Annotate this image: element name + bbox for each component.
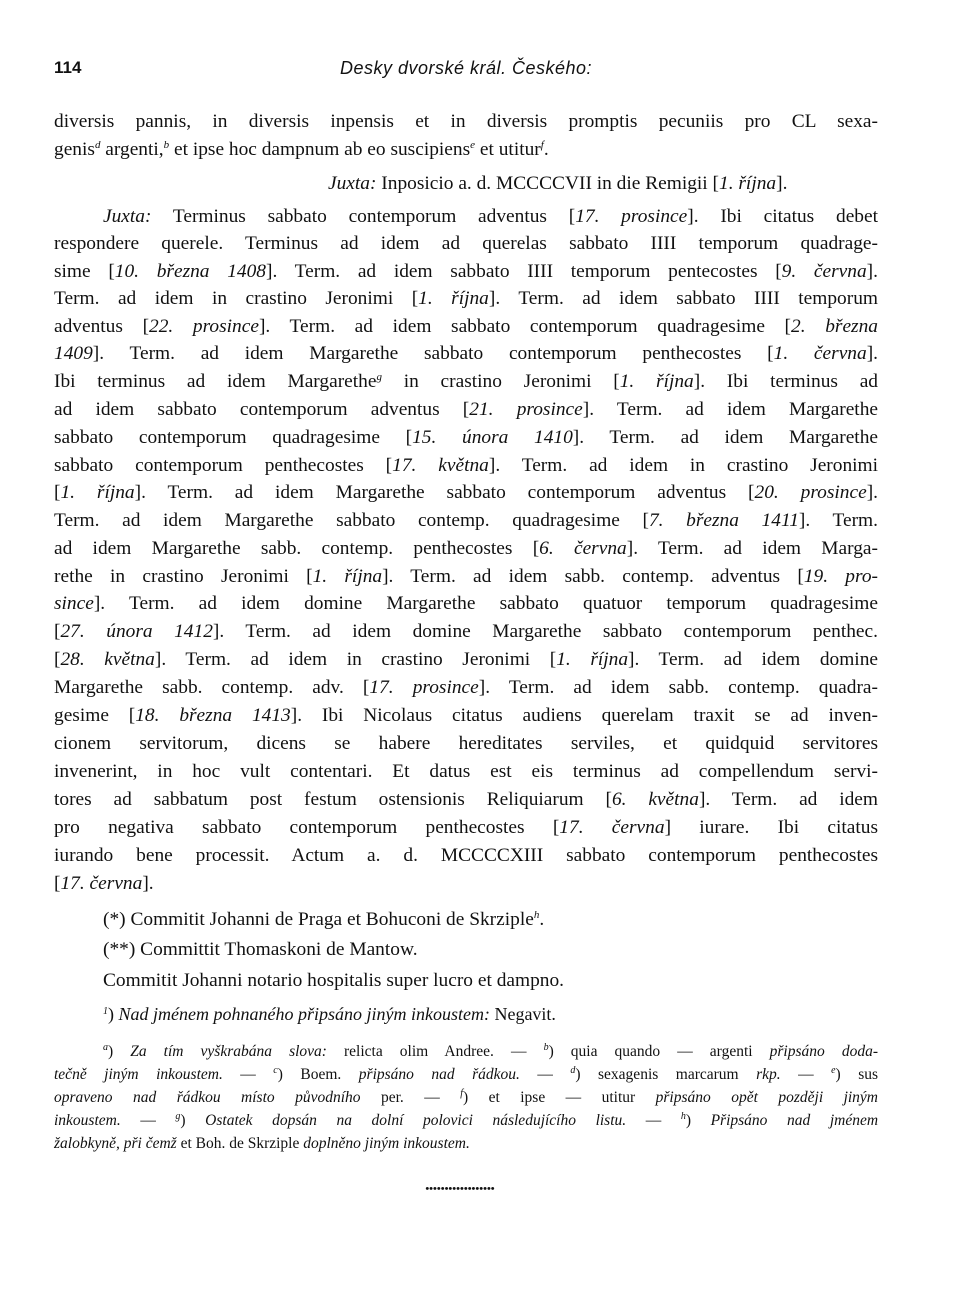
text-line: Term. ad idem Margarethe sabbato contemp. quadragesime [7. března 1411]. Term. [54,510,878,531]
text-line: sime [10. března 1408]. Term. ad idem sabbato IIII temporum pentecostes [9. června]. [54,261,878,282]
text-line: [28. května]. Term. ad idem in crastino Jeronimi [1. října]. Term. ad idem domine [54,649,878,670]
text-line: genis$^d$ argenti,$^b$ et ipse hoc dampnum ab eo suscipiens$^e$ et utitur$^f$. [54,139,549,160]
footnote-line: žalobkyně, při čemž et Boh. de Skrziple doplněno jiným inkoustem. [54,1135,470,1152]
text-line: rethe in crastino Jeronimi [1. října]. Term. ad idem sabb. contemp. adventus [19. pro- [54,566,878,587]
text-line: adventus [22. prosince]. Term. ad idem sabbato contemporum quadragesime [2. března [54,316,878,337]
text-line: diversis pannis, in diversis inpensis et in diversis promptis pecuniis pro CL sexa- [54,111,878,132]
footnote-line: tečně jiným inkoustem. — $^c$) Boem. připsáno nad řádkou. — $^d$) sexagenis marcarum rkp. — $^e$) sus [54,1065,879,1083]
text-line: gesime [18. března 1413]. Ibi Nicolaus citatus audiens querelam traxit se ad inven- [54,705,878,726]
text-line: Term. ad idem in crastino Jeronimi [1. října]. Term. ad idem sabbato IIII temporum [54,288,878,309]
text-line: Juxta: Terminus sabbato contemporum adventus [17. prosince]. Ibi citatus debet [103,206,878,227]
text-line: tores ad sabbatum post festum ostensionis Reliquiarum [6. května]. Term. ad idem [54,789,878,810]
text-line: cionem servitorum, dicens se habere hereditates serviles, et quidquid servitores [54,733,878,754]
text-line: ad idem sabbato contemporum adventus [21. prosince]. Term. ad idem Margarethe [54,399,878,420]
text-line: Juxta: Inposicio a. d. MCCCCVII in die Remigii [1. října]. [328,173,788,194]
text-line: sabbato contemporum quadragesime [15. února 1410]. Term. ad idem Margarethe [54,427,879,448]
footnote-line: opraveno nad řádkou místo původního per. — $^f$) et ipse — utitur připsáno opět později jiným [54,1088,879,1106]
page-number: 114 [54,58,82,77]
text-line: [27. února 1412]. Term. ad idem domine Margarethe sabbato contemporum penthec. [54,621,878,642]
footnote-line: $^a$) Za tím vyškrabána slova: relicta olim Andree. — $^b$) quia quando — argenti připsáno doda- [103,1042,878,1060]
text-line: [1. října]. Term. ad idem Margarethe sabbato contemporum adventus [20. prosince]. [54,482,878,503]
text-line: invenerint, in hoc vult contentari. Et datus est eis terminus ad compellendum servi- [54,761,878,782]
running-header [54,58,878,88]
note-line: (*) Commitit Johanni de Praga et Bohuconi de Skrziple$^h$. [103,909,545,930]
text-line: 1409]. Term. ad idem Margarethe sabbato contemporum penthecostes [1. června]. [54,343,879,364]
text-line: pro negativa sabbato contemporum penthecostes [17. června] iurare. Ibi citatus [54,817,879,838]
note-line: (**) Committit Thomaskoni de Mantow. [103,939,418,960]
text-line: Margarethe sabb. contemp. adv. [17. prosince]. Term. ad idem sabb. contemp. quadra- [54,677,878,698]
footnote-line: inkoustem. — $^g$) Ostatek dopsán na dolní polovici následujícího listu. — $^h$) Připsáno nad jménem [54,1111,879,1129]
text-line: iurando bene processit. Actum a. d. MCCCCXIII sabbato contemporum penthecostes [54,845,878,866]
text-line: since]. Term. ad idem domine Margarethe sabbato quatuor temporum quadragesime [54,593,878,614]
text-line: respondere querele. Terminus ad idem ad querelas sabbato IIII temporum quadrage- [54,233,878,254]
end-ornament: •••••••••••••••••• [425,1184,495,1194]
footnote-line: $^1$) Nad jménem pohnaného připsáno jiným inkoustem: Negavit. [103,1004,556,1024]
text-line: ad idem Margarethe sabb. contemp. penthecostes [6. června]. Term. ad idem Marga- [54,538,878,559]
note-line: Commitit Johanni notario hospitalis super lucro et dampno. [103,970,565,991]
text-line: sabbato contemporum penthecostes [17. května]. Term. ad idem in crastino Jeronimi [54,455,879,476]
text-line: Ibi terminus ad idem Margarethe$^g$ in crastino Jeronimi [1. října]. Ibi terminus ad [54,371,878,392]
running-title: Desky dvorské král. Českého: [339,58,593,78]
text-line: [17. června]. [54,873,154,894]
